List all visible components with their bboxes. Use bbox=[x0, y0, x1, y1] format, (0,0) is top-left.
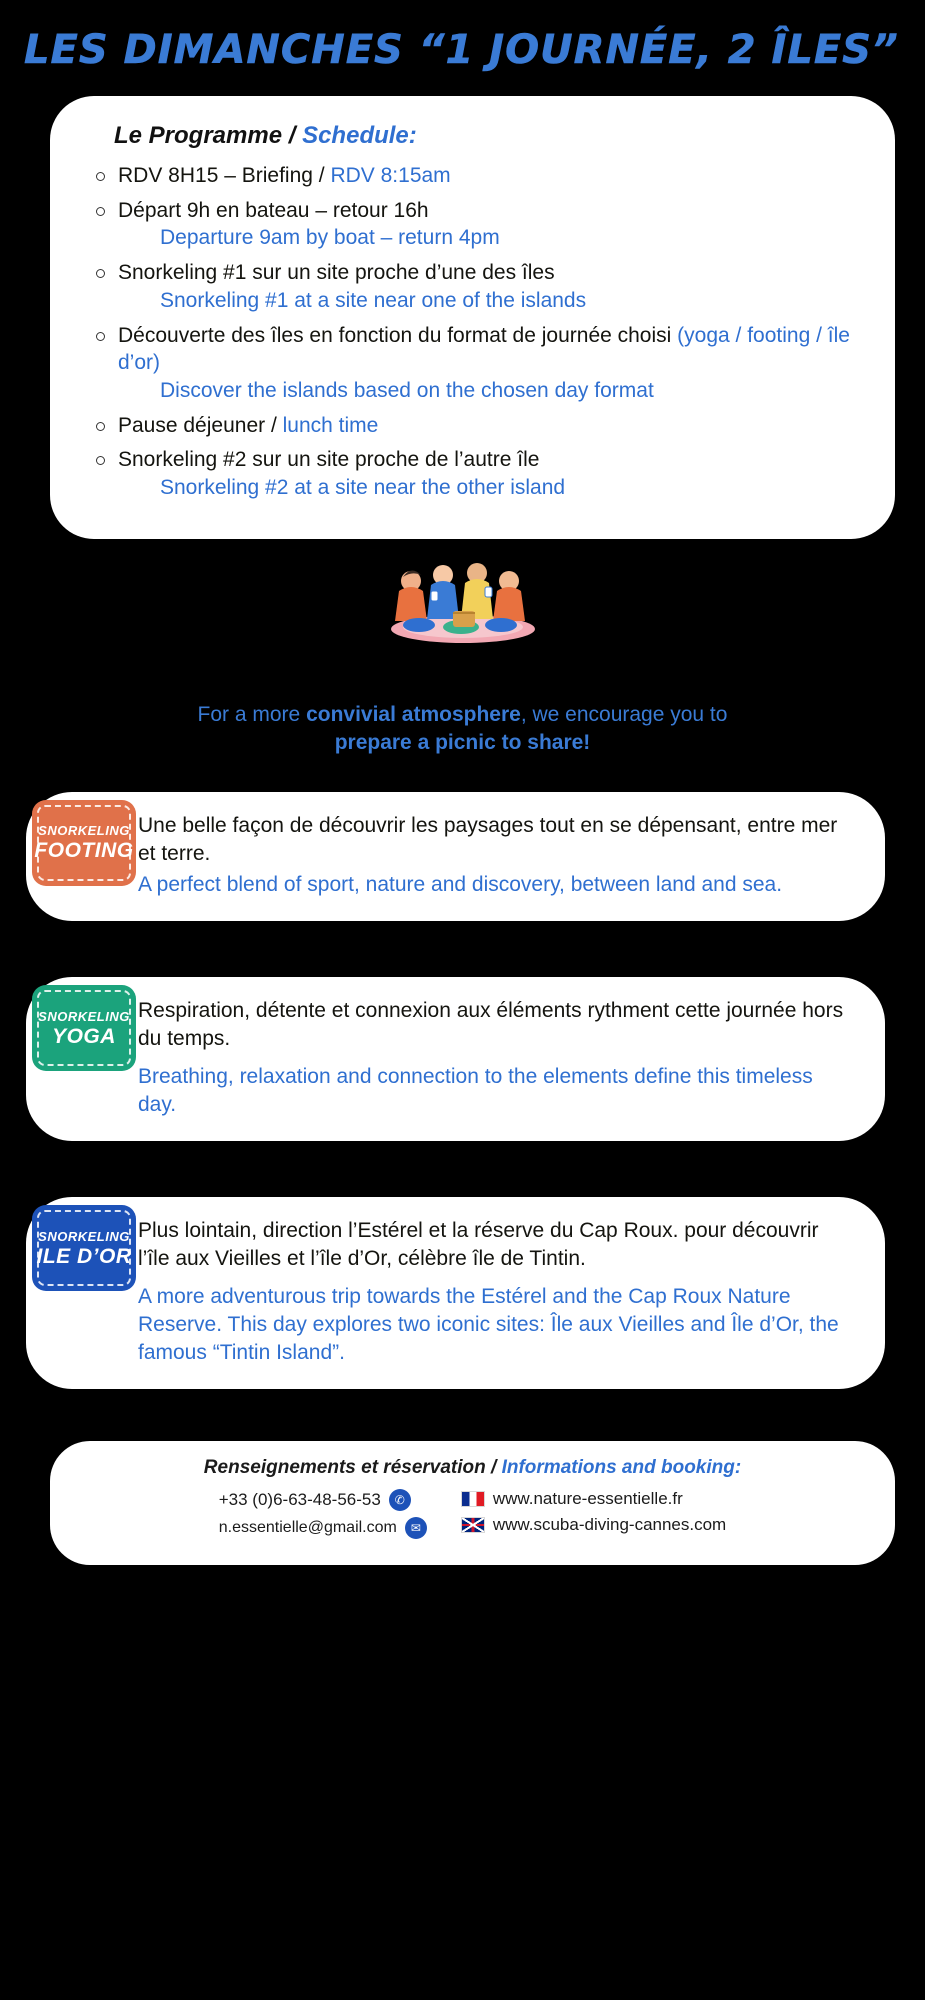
footer-phone-row[interactable] bbox=[219, 1489, 427, 1511]
item-fr: Snorkeling #1 sur un site proche d’une des îles bbox=[118, 261, 555, 285]
phone-icon: ✆ bbox=[389, 1489, 411, 1511]
footer-contact bbox=[50, 1441, 895, 1565]
stamp-yoga-badge bbox=[32, 985, 136, 1071]
footer-col-right bbox=[461, 1489, 726, 1545]
flag-uk-icon bbox=[461, 1517, 485, 1533]
footer-title bbox=[70, 1457, 875, 1479]
list-item bbox=[84, 197, 861, 252]
flag-france-icon bbox=[461, 1491, 485, 1507]
formula-ile-dor bbox=[26, 1197, 885, 1389]
stamp-line1: SNORKELING bbox=[38, 823, 130, 839]
list-item bbox=[84, 322, 861, 405]
page-title: LES DIMANCHES “1 JOURNÉE, 2 ÎLES” bbox=[24, 27, 899, 73]
footer-email-row[interactable] bbox=[219, 1517, 427, 1539]
list-item bbox=[84, 162, 861, 190]
footer-col-left bbox=[219, 1489, 427, 1545]
stamp-line1: SNORKELING bbox=[38, 1228, 130, 1244]
formula-bubble bbox=[26, 792, 885, 922]
email-address: n.essentielle@gmail.com bbox=[218, 1518, 397, 1536]
program-heading-fr: Le Programme bbox=[114, 122, 283, 149]
stamp-line2: FOOTING bbox=[34, 839, 134, 863]
item-en: RDV 8:15am bbox=[330, 164, 451, 187]
picnic-note bbox=[90, 701, 835, 758]
program-list bbox=[84, 162, 861, 502]
list-item bbox=[84, 412, 861, 440]
item-en: Snorkeling #2 at a site near the other island bbox=[160, 476, 566, 500]
picnic-people-icon bbox=[373, 557, 553, 647]
formula-bubble bbox=[26, 977, 885, 1141]
footer-grid bbox=[70, 1489, 875, 1545]
footer-site-en-row[interactable] bbox=[461, 1515, 726, 1535]
mail-icon: ✉ bbox=[405, 1517, 427, 1539]
item-fr-extra: (yoga / footing / île d’or) bbox=[118, 323, 850, 375]
website-fr: www.nature-essentielle.fr bbox=[492, 1488, 683, 1508]
item-fr: RDV 8H15 – Briefing bbox=[118, 164, 313, 187]
item-fr: Snorkeling #2 sur un site proche de l’autre île bbox=[118, 448, 540, 472]
stamp-ile-dor-badge bbox=[32, 1205, 136, 1291]
footer-title-en: Informations and booking: bbox=[501, 1456, 742, 1478]
item-en: Snorkeling #1 at a site near one of the islands bbox=[160, 288, 587, 312]
formula-bubble bbox=[26, 1197, 885, 1389]
list-item bbox=[84, 446, 861, 501]
note-part2: , we encourage you to bbox=[520, 702, 728, 726]
note-part1: For a more bbox=[197, 702, 307, 726]
footer-title-sep: / bbox=[485, 1456, 502, 1478]
stamp-footing-badge bbox=[32, 800, 136, 886]
program-heading bbox=[114, 122, 861, 150]
stamp-line2: YOGA bbox=[52, 1024, 116, 1048]
item-sep: / bbox=[265, 413, 283, 437]
formula-text-en: A more adventurous trip towards the Estérel and the Cap Roux Nature Reserve. This day explores two iconic sites: Île aux Vieilles and Île d’Or, the famous “Tintin Island”. bbox=[138, 1284, 839, 1364]
footer-title-fr: Renseignements et réservation bbox=[203, 1456, 486, 1478]
phone-number: +33 (0)6-63-48-56-53 bbox=[218, 1489, 381, 1509]
item-en: lunch time bbox=[282, 413, 379, 437]
website-en: www.scuba-diving-cannes.com bbox=[492, 1514, 727, 1534]
program-card bbox=[50, 96, 895, 539]
item-fr: Découverte des îles en fonction du format de journée choisi bbox=[118, 323, 672, 347]
picnic-illustration bbox=[0, 557, 925, 647]
program-heading-en: Schedule: bbox=[302, 122, 417, 149]
stamp-line1: SNORKELING bbox=[38, 1008, 130, 1024]
stamp-line2: ILE D’OR bbox=[36, 1244, 132, 1268]
program-heading-sep: / bbox=[282, 122, 303, 149]
item-fr: Départ 9h en bateau – retour 16h bbox=[118, 198, 429, 222]
item-en: Discover the islands based on the chosen day format bbox=[160, 379, 654, 403]
formula-text-fr: Respiration, détente et connexion aux éléments rythment cette journée hors du temps. bbox=[138, 999, 844, 1051]
formula-text-en: Breathing, relaxation and connection to the elements define this timeless day. bbox=[138, 1065, 813, 1117]
formula-text-fr: Plus lointain, direction l’Estérel et la réserve du Cap Roux. pour découvrir l’île aux Vieilles et l’île d’Or, célèbre île de Tintin. bbox=[138, 1219, 819, 1270]
item-fr: Pause déjeuner bbox=[118, 413, 266, 437]
list-item bbox=[84, 259, 861, 314]
note-bold1: convivial atmosphere bbox=[306, 702, 521, 726]
formula-footing bbox=[26, 792, 885, 922]
formula-text-en: A perfect blend of sport, nature and discovery, between land and sea. bbox=[138, 873, 783, 897]
formula-yoga bbox=[26, 977, 885, 1141]
formula-text-fr: Une belle façon de découvrir les paysages tout en se dépensant, entre mer et terre. bbox=[138, 813, 838, 865]
item-en: Departure 9am by boat – return 4pm bbox=[160, 226, 500, 250]
item-sep: / bbox=[312, 164, 331, 187]
footer-site-fr-row[interactable] bbox=[461, 1489, 726, 1509]
note-bold2: prepare a picnic to share! bbox=[334, 731, 591, 755]
